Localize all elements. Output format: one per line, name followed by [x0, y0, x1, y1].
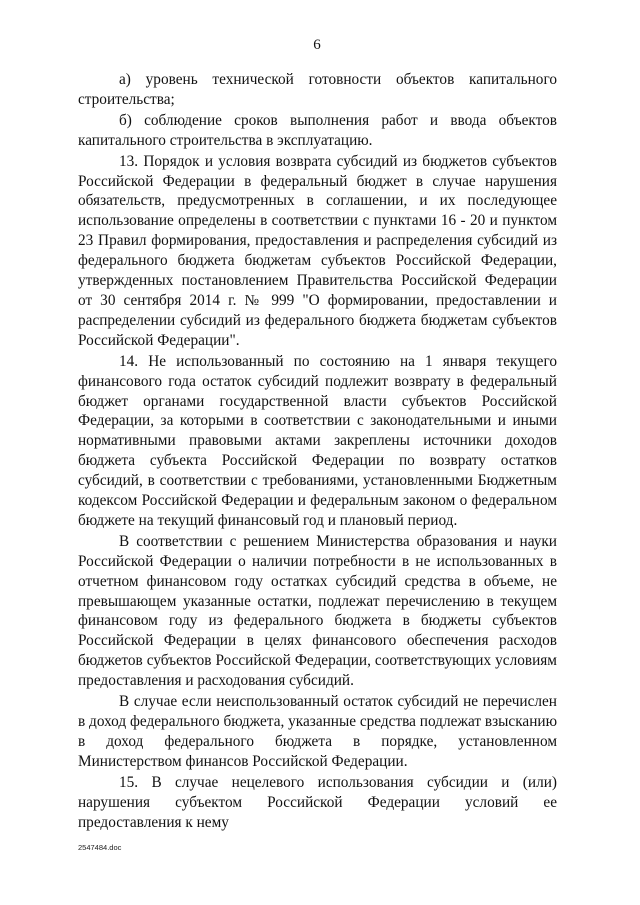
paragraph-15: 15. В случае нецелевого использования субсидии и (или) нарушения субъектом Российской Федерации условий ее предоставления к нему — [78, 773, 557, 831]
paragraph-13: 13. Порядок и условия возврата субсидий из бюджетов субъектов Российской Федерации в федеральный бюджет в случае нарушения обязательств, предусмотренных в соглашении, и их последующее использование определены в соответствии с пунктами 16 - 20 и пунктом 23 Правил формирования, предоставления и распределения субсидий из федерального бюджета бюджетам субъектов Российской Федерации, утвержденных постановлением Правительства Российской Федерации от 30 сентября 2014 г. № 999 "О формировании, предоставлении и распределении субсидий из федерального бюджета бюджетам субъектов Российской Федерации". — [78, 152, 557, 349]
paragraph-unspent-balance: В случае если неиспользованный остаток субсидий не перечислен в доход федерального бюджета, указанные средства подлежат взысканию в доход федерального бюджета в порядке, установленном Министерством финансов Российской Федерации. — [78, 693, 557, 770]
document-body — [78, 70, 557, 832]
page-number: 6 — [313, 37, 321, 53]
paragraph-b: б) соблюдение сроков выполнения работ и ввода объектов капитального строительства в эксплуатацию. — [78, 111, 557, 149]
paragraph-a: а) уровень технической готовности объектов капитального строительства; — [78, 71, 557, 108]
paragraph-ministry-decision: В соответствии с решением Министерства образования и науки Российской Федерации о наличии потребности в не использованных в отчетном финансовом году остатках субсидий средства в объеме, не превышающем указанные остатки, подлежат перечислению в текущем финансовом году из федерального бюджета в бюджеты субъектов Российской Федерации в целях финансового обеспечения расходов бюджетов субъектов Российской Федерации, соответствующих условиям предоставления и расходования субсидий. — [78, 532, 557, 690]
document-file-code: 2547484.doc — [78, 843, 122, 852]
paragraph-14: 14. Не использованный по состоянию на 1 января текущего финансового года остаток субсидий подлежит возврату в федеральный бюджет органами государственной власти субъектов Российской Федерации, за которыми в соответствии с законодательными и иными нормативными правовыми актами закреплены источники доходов бюджета субъекта Российской Федерации по возврату остатков субсидий, в соответствии с требованиями, установленными Бюджетным кодексом Российской Федерации и федеральным законом о федеральном бюджете на текущий финансовый год и плановый период. — [78, 352, 557, 529]
